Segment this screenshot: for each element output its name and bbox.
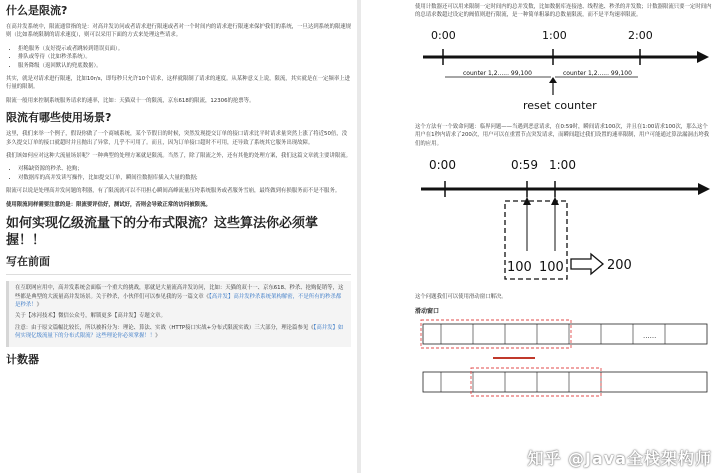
left-page [0,0,357,473]
ellipsis: ...... [643,332,657,341]
quote-text: 注意：由于原文篇幅比较长，所以被拆分为：理论、算法、实战（HTTP接口实战+分布式限流实战）三大部分，理论篇参见《 [15,324,314,331]
section-title-preface: 写在前面 [6,255,50,269]
counter-range-a: counter 1,2...... 99,100 [463,69,532,77]
total-count: 200 [607,258,632,274]
paragraph: 在高并发系统中，限流通常指的是：对高并发访问或者请求进行限速或者对一个时间内的请求进行限速来保护我们的系统，一旦达到系统的限速规则（比如系统限制的请求速度），则可以采用下面的方式来处理这些请求。 [6,24,352,39]
sliding-window-label: 滑动窗口 [415,308,440,316]
grid-row-top [423,324,707,344]
critical-problem-figure [415,153,712,285]
axis-arrow-icon [698,183,710,195]
counter-range-b: counter 1,2...... 99,100 [563,69,632,77]
divider [6,274,351,275]
paragraph: 限流一般用来控制系统服务请求的速率，比如：天猫双十一的限流，京东618的限流，12306的抢票等。 [6,97,255,104]
paragraph: 这里，我们来举一个例子，假设你做了一个商城系统，某个节假日的时候，突然发现提交订单的接口请求比平时请求量突然上涨了将近50倍，没多久提交订单的接口就超时并且抛出了异常，几乎不可用了。而且，因为订单接口超时不可用，还导致了系统其它服务出现故障。 [6,131,348,146]
list-item: • 对数据库的高并发读写操作，比如提交订单，瞬间往数据库插入大量的数据; [18,174,351,182]
reset-arrow-head-icon [549,77,557,83]
counter-timeline-figure [415,25,712,115]
burst-count-2: 100 [539,260,564,276]
quote-text: 》 [36,301,42,308]
quote-paragraph: 关于【冰河技术】微信公众号，解锁更多【高并发】专题文章。 [15,313,166,320]
paragraph: 限流可以说是处理高并发问题的利器，有了限流就可以不用担心瞬间高峰流量压垮系统服务或者服务雪崩，最终做到有损服务而不是不服务。 [6,188,341,195]
time-label-0: 0:00 [429,158,456,173]
quote-paragraph [15,284,345,309]
quote-text: 在互联网应用中，高并发系统会面临一个重大的挑战，那就是大量流高并发访问，比如：天猫的双十一、京东618、秒杀、抢购促销等，这些都是典型的大流量高并发场景。关于秒杀，小伙伴们可以参见我的另一篇文章《 [15,285,344,300]
sliding-window-figure [415,318,712,398]
list-item: • 排队或等待（比如秒杀系统）。 [18,53,351,61]
paragraph: 这个问题我们可以使用滑动窗口解决。 [415,294,507,301]
quote-text: 》 [155,333,161,340]
article-title: 如何实现亿级流量下的分布式限流？这些算法你必须掌握！！ [6,216,319,249]
grid-row-border [423,324,707,344]
bullet-list-1 [6,45,351,70]
total-arrow-icon [571,254,603,274]
quote-paragraph [15,324,345,341]
zhihu-watermark: 知乎 @Java全栈架构师 [527,449,712,468]
quote-block [6,281,351,346]
list-item: • 服务降级（返回默认的兜底数据）。 [18,62,351,70]
paragraph: 这个方法有一个致命问题：临界问题——当遇到恶意请求，在0:59时，瞬间请求100次，并且在1:00请求100次，那么这个用户在1秒内请求了200次，用户可以在重置节点突发请求，而瞬间超过我们设置的速率限制，用户可能通过算法漏洞击垮我们的应用。 [415,123,710,147]
axis-arrow-icon [697,51,709,63]
grid-row-bottom [423,372,707,392]
section-title-counter: 计数器 [6,352,39,366]
burst-count-1: 100 [507,260,532,276]
time-label-1: 1:00 [542,28,567,42]
list-item: • 对稀缺资源的秒杀、抢购； [18,165,351,173]
time-label-1: 1:00 [549,158,576,173]
time-label-059: 0:59 [511,158,538,173]
article-link-1[interactable]: 【高并发】高并发秒杀系统架构解密，不是所有的秒杀都是秒杀！ [15,293,342,308]
bullet-list-2 [6,165,351,182]
grid-row-border [423,372,707,392]
time-label-0: 0:00 [431,28,456,42]
reset-counter-label: reset counter [523,98,597,112]
right-page [361,0,720,473]
paragraph: 使用计数器还可以用来限制一定时间内的总并发数，比如数据库连接池、线程池、秒杀的并发数；计数器限流只要一定时间内的总请求数超过设定的阀值则进行限流，是一种简单粗暴的总数量限流，而不是平均速率限流。 [415,4,712,19]
section-title-scenarios: 限流有哪些使用场景? [6,111,112,125]
paragraph: 其实，就是对请求进行限速，比如10r/s，即每秒只允许10个请求，这样就限制了请求的速度。从某种意义上说，限流，其实就是在一定频率上进行量的限制。 [6,76,350,91]
list-item: • 拒绝服务（友好提示或者跳转到错误页面）。 [18,45,351,53]
article-link-2[interactable]: 【高并发】如何实现亿级流量下的分布式限流？这些理论你必须掌握！！ [15,324,344,340]
paragraph-note: 使用限流同样需要注意的是：限流要评估好，测试好，否则会导致正常的访问被限流。 [6,201,211,208]
time-label-2: 2:00 [628,28,653,42]
section-title-what-is-rate-limiting: 什么是限流? [6,4,68,17]
paragraph: 我们该如何应对这种大流量场景呢？一种典型的处理方案就是限流。当然了，除了限流之外，还有其他的处理方案，我们这篇文章就主要讲限流。 [6,153,352,160]
